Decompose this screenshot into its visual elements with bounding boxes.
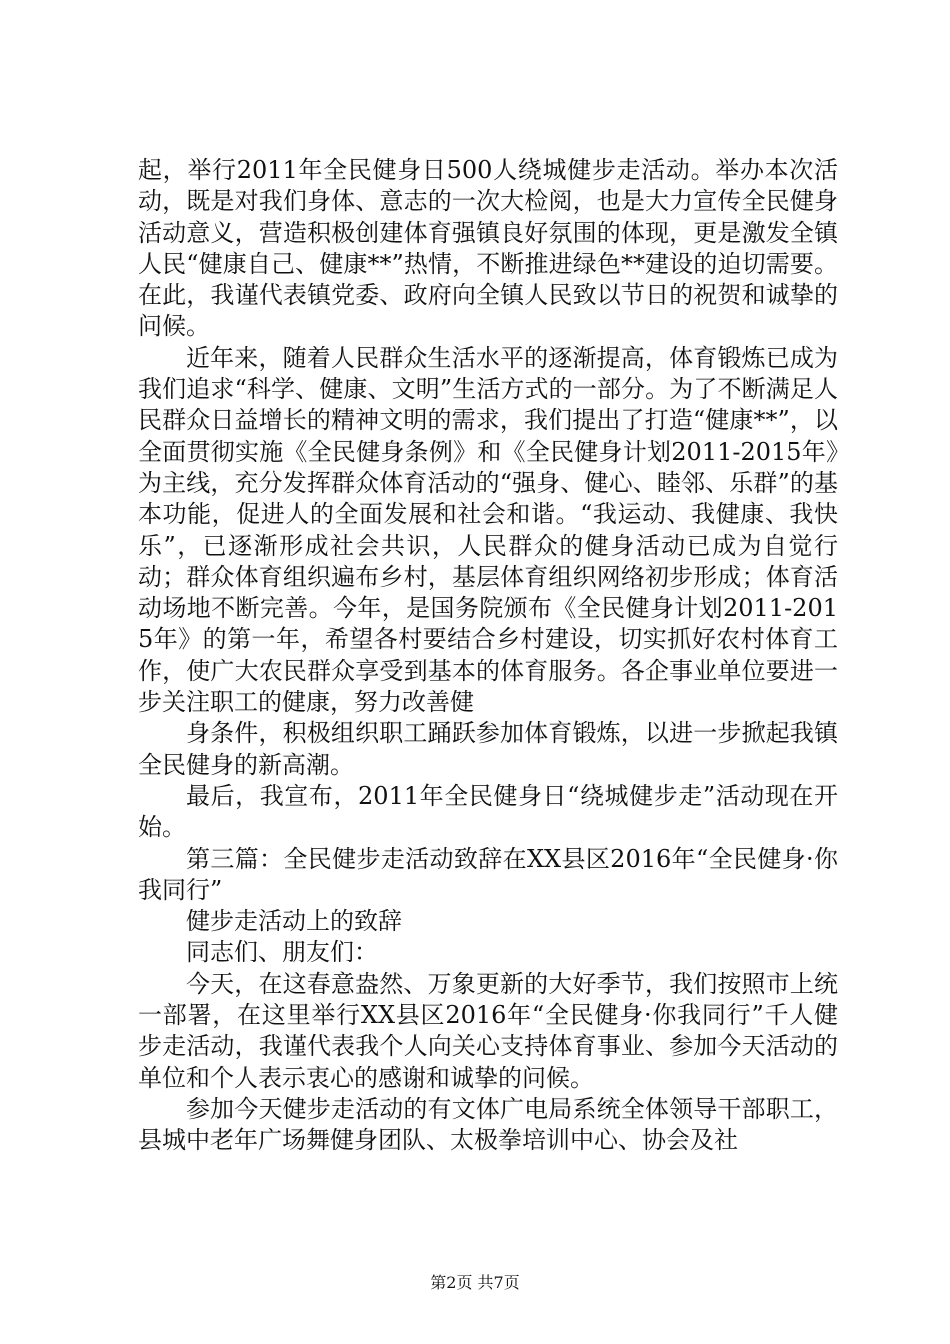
- page-footer: 第2页 共7页: [430, 1273, 520, 1292]
- paragraph-5: 今天，在这春意盎然、万象更新的大好季节，我们按照市上统一部署，在这里举行XX县区2016年“全民健身·你我同行”千人健步走活动，我谨代表我个人向关心支持体育事业、参加今天活动的单位和个人表示衷心的感谢和诚挚的问候。: [138, 969, 838, 1092]
- paragraph-2: 近年来，随着人民群众生活水平的逐渐提高，体育锻炼已成为我们追求“科学、健康、文明”生活方式的一部分。为了不断满足人民群众日益增长的精神文明的需求，我们提出了打造“健康**”，以全面贯彻实施《全民健身条例》和《全民健身计划2011-2015年》为主线，充分发挥群众体育活动的“强身、健心、睦邻、乐群”的基本功能，促进人的全面发展和社会和谐。“我运动、我健康、我快乐”，已逐渐形成社会共识，人民群众的健身活动已成为自觉行动；群众体育组织遍布乡村，基层体育组织网络初步形成；体育活动场地不断完善。今年，是国务院颁布《全民健身计划2011-2015年》的第一年，希望各村要结合乡村建设，切实抓好农村体育工作，使广大农民群众享受到基本的体育服务。各企事业单位要进一步关注职工的健康，努力改善健: [138, 343, 838, 717]
- paragraph-6: 参加今天健步走活动的有文体广电局系统全体领导干部职工，县城中老年广场舞健身团队、太极拳培训中心、协会及社: [138, 1094, 838, 1155]
- paragraph-1: 起，举行2011年全民健身日500人绕城健步走活动。举办本次活动，既是对我们身体、意志的一次大检阅，也是大力宣传全民健身活动意义，营造积极创建体育强镇良好氛围的体现，更是激发全镇人民“健康自己、健康**”热情，不断推进绿色**建设的迫切需要。在此，我谨代表镇党委、政府向全镇人民致以节日的祝贺和诚挚的问候。: [138, 156, 838, 341]
- paragraph-4: 最后，我宣布，2011年全民健身日“绕城健步走”活动现在开始。: [138, 781, 838, 842]
- document-body: [138, 155, 838, 1157]
- salutation: 同志们、朋友们：: [186, 938, 378, 967]
- section-heading: 第三篇：全民健步走活动致辞在XX县区2016年“全民健身·你我同行”: [138, 844, 838, 904]
- paragraph-3: 身条件，积极组织职工踊跃参加体育锻炼，以进一步掀起我镇全民健身的新高潮。: [138, 719, 838, 779]
- section-subheading: 健步走活动上的致辞: [186, 907, 402, 936]
